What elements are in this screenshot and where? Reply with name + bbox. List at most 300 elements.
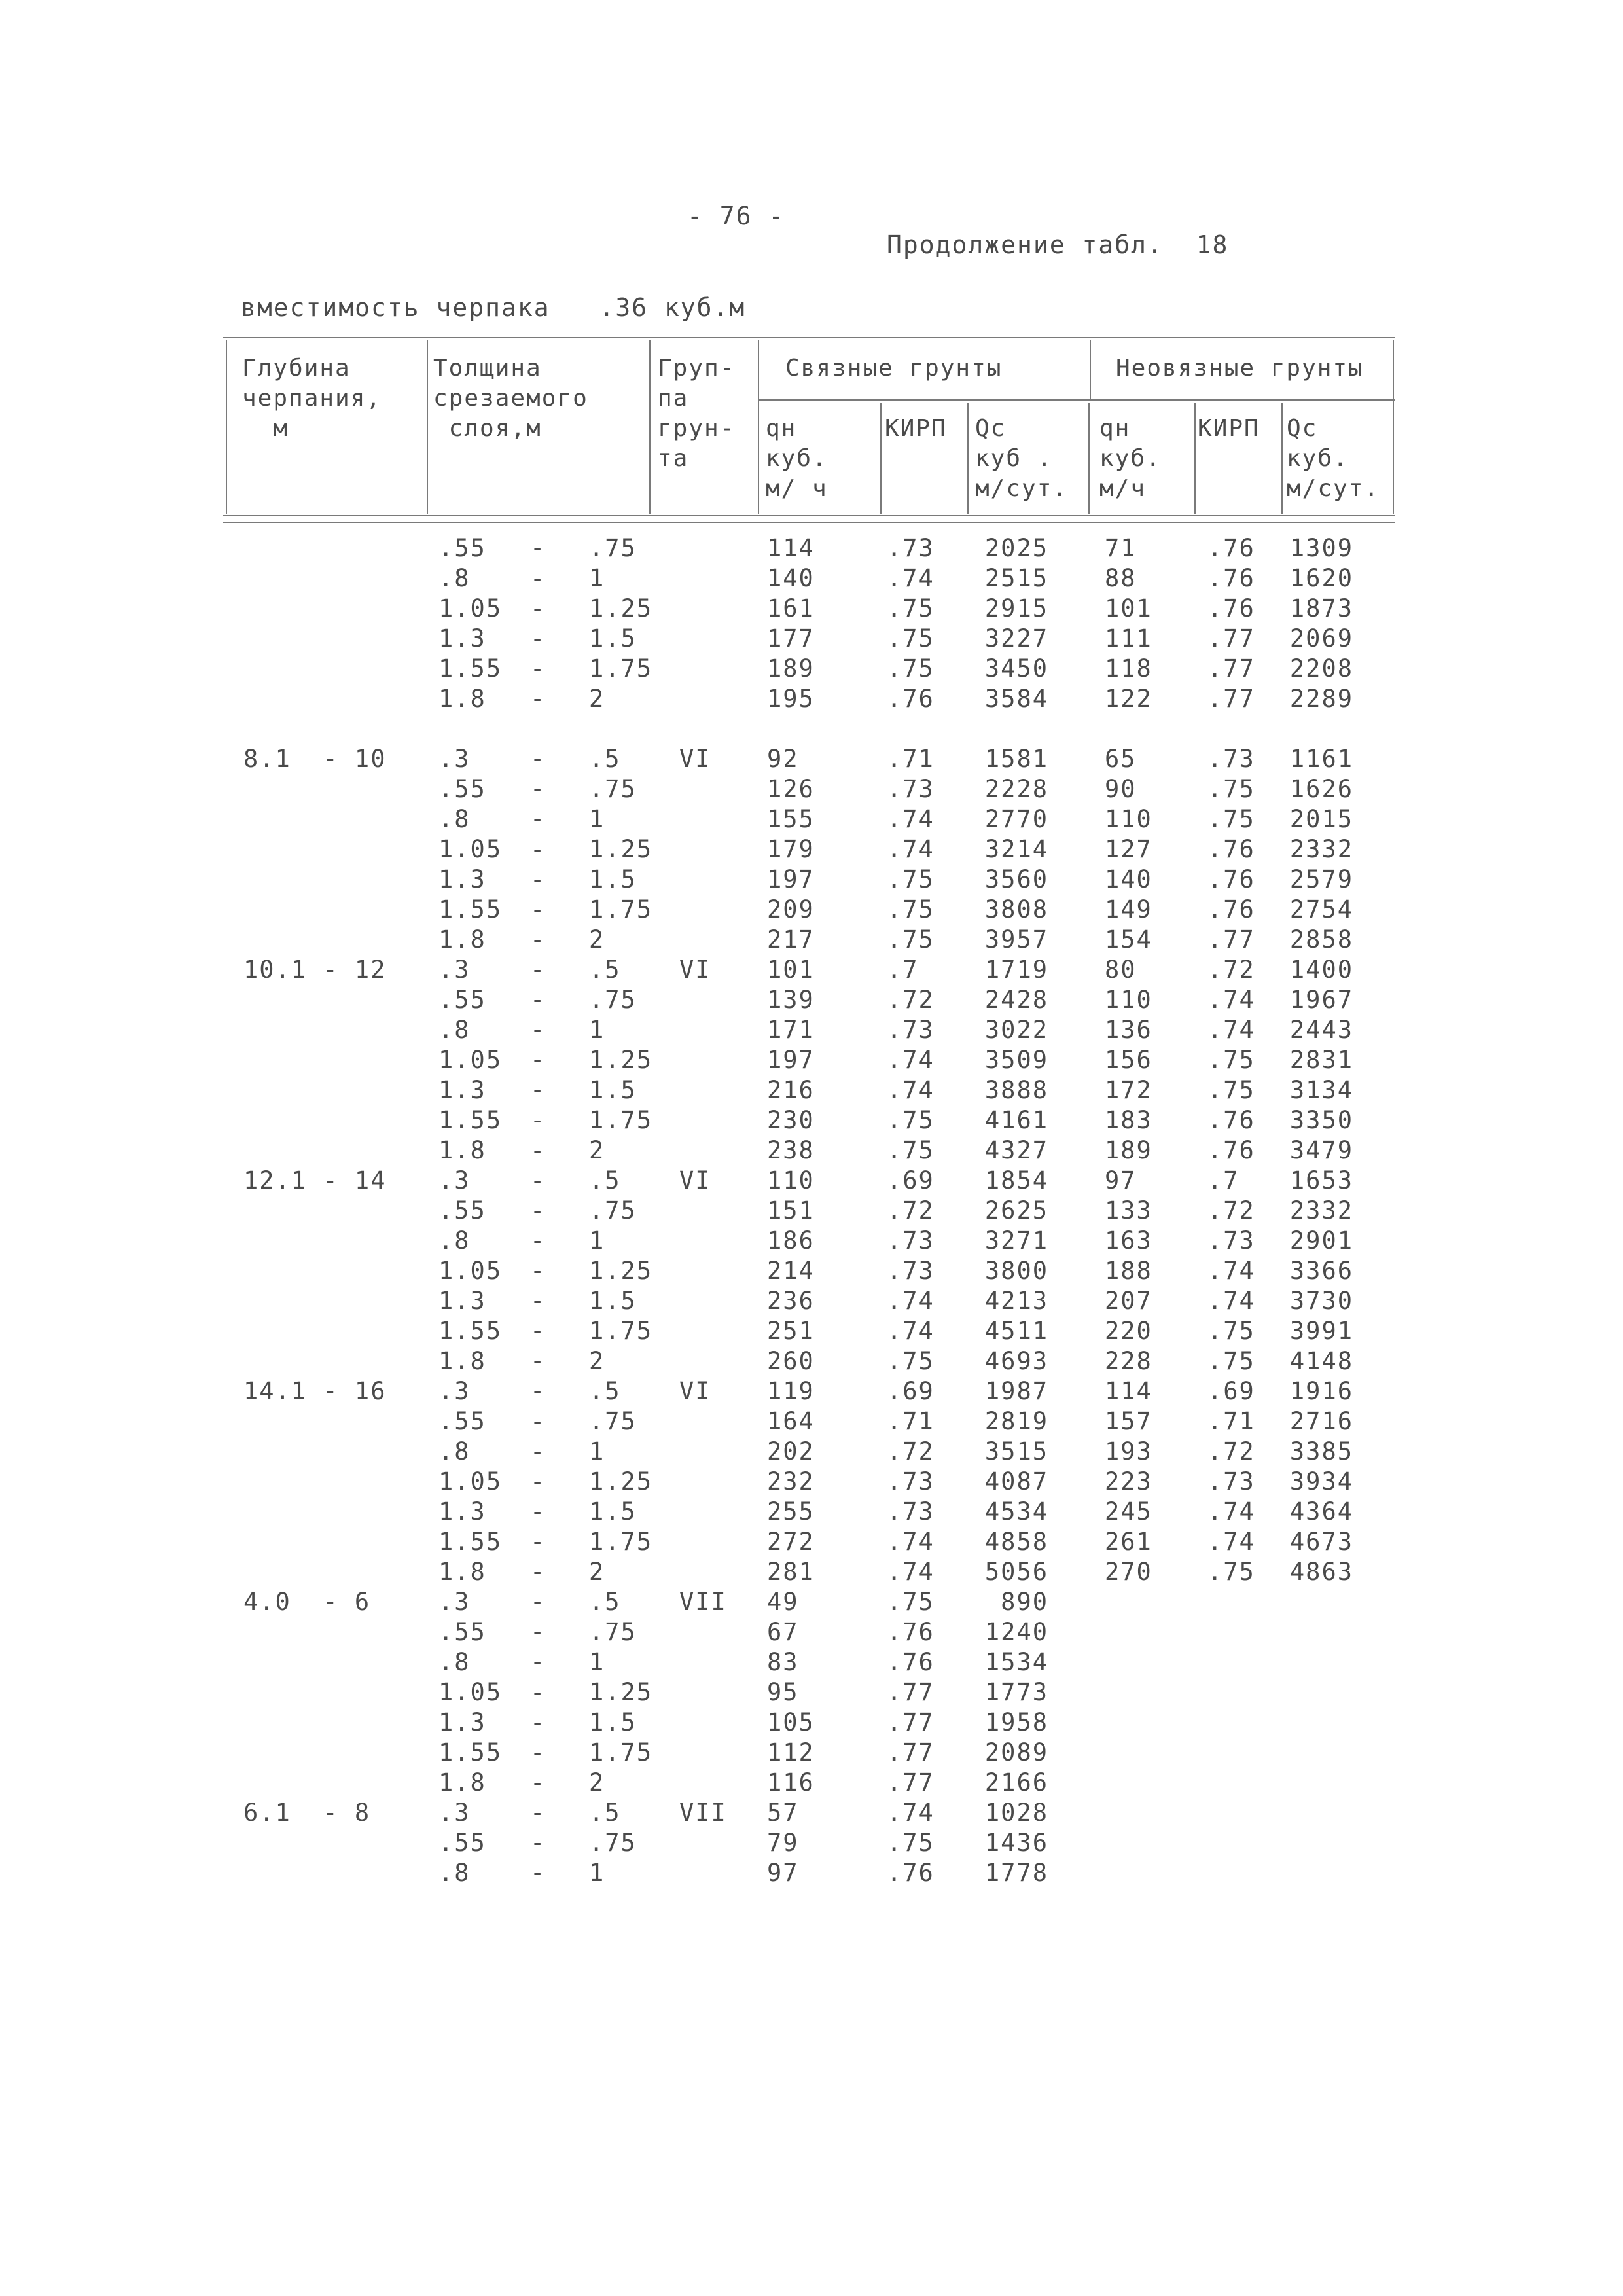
cell-qc-noncohesive: 1626 [1289, 775, 1353, 803]
cell-thickness-to: 1 [589, 805, 605, 833]
cell-kirp: .7 [887, 956, 919, 984]
cell-qc-noncohesive: 1916 [1289, 1377, 1353, 1405]
cell-qn-noncohesive: 156 [1105, 1046, 1152, 1074]
cell-thickness-dash: - [530, 1347, 546, 1375]
cell-kirp-noncohesive: .75 [1207, 1347, 1255, 1375]
cell-thickness-to: 1.5 [589, 1076, 637, 1104]
cell-qc: 3957 [984, 925, 1048, 954]
cell-qc-noncohesive: 3385 [1289, 1437, 1353, 1465]
cell-kirp-noncohesive: .76 [1207, 1106, 1255, 1134]
cell-qn-noncohesive: 122 [1105, 685, 1152, 713]
cell-kirp-noncohesive: .72 [1207, 1196, 1255, 1225]
cell-qn-noncohesive: 270 [1105, 1558, 1152, 1586]
cell-qc-noncohesive: 3991 [1289, 1317, 1353, 1345]
cell-thickness-to: 1.5 [589, 624, 637, 653]
cell-qn-noncohesive: 223 [1105, 1467, 1152, 1496]
cell-qn-noncohesive: 118 [1105, 655, 1152, 683]
cell-qn: 197 [767, 865, 815, 893]
cell-thickness-from: 1.05 [438, 1046, 503, 1074]
cell-qc-noncohesive: 3366 [1289, 1257, 1353, 1285]
cell-kirp: .73 [887, 1257, 935, 1285]
cell-qc: 3584 [984, 685, 1048, 713]
cell-qn: 67 [767, 1618, 799, 1646]
cell-kirp: .72 [887, 1196, 935, 1225]
cell-qn-noncohesive: 65 [1105, 745, 1137, 773]
cell-thickness-to: 1 [589, 1227, 605, 1255]
cell-qn: 197 [767, 1046, 815, 1074]
cell-kirp-noncohesive: .77 [1207, 685, 1255, 713]
cell-qc: 3214 [984, 835, 1048, 863]
cell-qn: 186 [767, 1227, 815, 1255]
cell-thickness-from: 1.3 [438, 1076, 486, 1104]
cell-qn-noncohesive: 228 [1105, 1347, 1152, 1375]
cell-qc: 4693 [984, 1347, 1048, 1375]
cell-qn-noncohesive: 88 [1105, 564, 1137, 592]
cell-kirp-noncohesive: .77 [1207, 655, 1255, 683]
cell-thickness-dash: - [530, 655, 546, 683]
cell-kirp: .77 [887, 1678, 935, 1706]
cell-kirp-noncohesive: .74 [1207, 1257, 1255, 1285]
cell-qc: 4858 [984, 1528, 1048, 1556]
cell-qc-noncohesive: 2754 [1289, 895, 1353, 924]
cell-kirp: .73 [887, 1227, 935, 1255]
cell-kirp-noncohesive: .73 [1207, 1227, 1255, 1255]
cell-thickness-dash: - [530, 1829, 546, 1857]
cell-thickness-to: 1.5 [589, 865, 637, 893]
cell-kirp: .74 [887, 1287, 935, 1315]
cell-qc: 3560 [984, 865, 1048, 893]
cell-qn-noncohesive: 110 [1105, 986, 1152, 1014]
cell-qn-noncohesive: 163 [1105, 1227, 1152, 1255]
cell-kirp: .72 [887, 1437, 935, 1465]
cell-kirp-noncohesive: .74 [1207, 1016, 1255, 1044]
cell-kirp: .74 [887, 805, 935, 833]
cell-qn: 217 [767, 925, 815, 954]
cell-qn: 126 [767, 775, 815, 803]
cell-kirp: .75 [887, 895, 935, 924]
cell-thickness-to: .75 [589, 1618, 637, 1646]
cell-qn: 164 [767, 1407, 815, 1435]
cell-thickness-dash: - [530, 805, 546, 833]
cell-qn: 79 [767, 1829, 799, 1857]
header-kirp-noncohesive: КИРП [1198, 415, 1260, 442]
cell-qn: 236 [767, 1287, 815, 1315]
cell-qn-noncohesive: 133 [1105, 1196, 1152, 1225]
cell-thickness-from: 1.05 [438, 1257, 503, 1285]
cell-thickness-to: .75 [589, 986, 637, 1014]
cell-thickness-to: 1 [589, 1859, 605, 1887]
cell-depth: 8.1 - 10 [243, 745, 387, 773]
cell-thickness-from: .8 [438, 1648, 471, 1676]
cell-thickness-from: 1.3 [438, 624, 486, 653]
cell-thickness-dash: - [530, 1738, 546, 1767]
cell-qn-noncohesive: 111 [1105, 624, 1152, 653]
cell-thickness-dash: - [530, 685, 546, 713]
cell-qn-noncohesive: 136 [1105, 1016, 1152, 1044]
cell-qn: 232 [767, 1467, 815, 1496]
cell-qc: 3022 [984, 1016, 1048, 1044]
cell-qn: 260 [767, 1347, 815, 1375]
header-soil-group: Груп- па грун- та [658, 355, 736, 472]
cell-qn-noncohesive: 261 [1105, 1528, 1152, 1556]
cell-qn-noncohesive: 172 [1105, 1076, 1152, 1104]
cell-thickness-dash: - [530, 1618, 546, 1646]
cell-thickness-from: 1.55 [438, 1317, 503, 1345]
cell-thickness-from: .8 [438, 564, 471, 592]
cell-kirp: .76 [887, 1618, 935, 1646]
cell-thickness-to: 1.25 [589, 1257, 653, 1285]
cell-thickness-from: 1.05 [438, 835, 503, 863]
cell-group: VI [679, 1377, 711, 1405]
cell-thickness-dash: - [530, 1678, 546, 1706]
cell-thickness-to: 1.75 [589, 1738, 653, 1767]
cell-qn-noncohesive: 183 [1105, 1106, 1152, 1134]
cell-qn: 251 [767, 1317, 815, 1345]
cell-thickness-from: 1.05 [438, 594, 503, 622]
cell-thickness-to: .75 [589, 1829, 637, 1857]
cell-kirp: .75 [887, 655, 935, 683]
cell-kirp-noncohesive: .71 [1207, 1407, 1255, 1435]
cell-qc-noncohesive: 3479 [1289, 1136, 1353, 1164]
cell-kirp: .75 [887, 1829, 935, 1857]
cell-qc-noncohesive: 1873 [1289, 594, 1353, 622]
cell-qn: 57 [767, 1799, 799, 1827]
cell-qn: 101 [767, 956, 815, 984]
cell-thickness-from: .55 [438, 1618, 486, 1646]
cell-kirp: .72 [887, 986, 935, 1014]
cell-thickness-dash: - [530, 1377, 546, 1405]
cell-qc-noncohesive: 4364 [1289, 1498, 1353, 1526]
cell-thickness-to: 1.25 [589, 835, 653, 863]
cell-qc: 2915 [984, 594, 1048, 622]
cell-thickness-to: .5 [589, 1166, 621, 1194]
cell-kirp: .75 [887, 624, 935, 653]
cell-thickness-from: .8 [438, 1859, 471, 1887]
header-qn-noncohesive: qн куб. м/ч [1099, 415, 1162, 502]
cell-qc: 1987 [984, 1377, 1048, 1405]
cell-kirp: .77 [887, 1738, 935, 1767]
cell-qn-noncohesive: 90 [1105, 775, 1137, 803]
cell-thickness-dash: - [530, 1166, 546, 1194]
cell-thickness-to: 1.25 [589, 1678, 653, 1706]
header-kirp: КИРП [885, 415, 947, 442]
cell-qn: 119 [767, 1377, 815, 1405]
cell-kirp: .74 [887, 1528, 935, 1556]
cell-qn-noncohesive: 127 [1105, 835, 1152, 863]
cell-qn-noncohesive: 149 [1105, 895, 1152, 924]
cell-qc-noncohesive: 4863 [1289, 1558, 1353, 1586]
cell-qn: 281 [767, 1558, 815, 1586]
cell-thickness-dash: - [530, 1257, 546, 1285]
cell-thickness-from: 1.55 [438, 655, 503, 683]
cell-kirp-noncohesive: .76 [1207, 594, 1255, 622]
cell-thickness-from: .8 [438, 805, 471, 833]
cell-thickness-from: 1.8 [438, 1136, 486, 1164]
cell-qc: 2428 [984, 986, 1048, 1014]
cell-thickness-from: .55 [438, 1407, 486, 1435]
cell-qn-noncohesive: 245 [1105, 1498, 1152, 1526]
cell-thickness-dash: - [530, 1227, 546, 1255]
cell-kirp-noncohesive: .75 [1207, 1558, 1255, 1586]
cell-depth: 14.1 - 16 [243, 1377, 387, 1405]
cell-thickness-from: 1.3 [438, 1708, 486, 1736]
cell-thickness-dash: - [530, 1407, 546, 1435]
cell-qn: 92 [767, 745, 799, 773]
cell-qn: 189 [767, 655, 815, 683]
cell-kirp-noncohesive: .77 [1207, 925, 1255, 954]
cell-thickness-dash: - [530, 1558, 546, 1586]
cell-kirp-noncohesive: .75 [1207, 775, 1255, 803]
cell-qn-noncohesive: 154 [1105, 925, 1152, 954]
cell-group: VI [679, 956, 711, 984]
cell-kirp-noncohesive: .72 [1207, 956, 1255, 984]
cell-qc-noncohesive: 2858 [1289, 925, 1353, 954]
cell-kirp-noncohesive: .75 [1207, 1076, 1255, 1104]
cell-kirp-noncohesive: .76 [1207, 534, 1255, 562]
cell-thickness-dash: - [530, 1588, 546, 1616]
bucket-capacity-label: вместимость черпака .36 куб.м [241, 293, 746, 322]
cell-qc: 3888 [984, 1076, 1048, 1104]
cell-kirp: .73 [887, 1467, 935, 1496]
cell-thickness-from: .3 [438, 1166, 471, 1194]
cell-qc-noncohesive: 1309 [1289, 534, 1353, 562]
cell-thickness-from: .8 [438, 1437, 471, 1465]
cell-thickness-from: 1.05 [438, 1467, 503, 1496]
cell-thickness-from: .55 [438, 534, 486, 562]
cell-qc: 1854 [984, 1166, 1048, 1194]
cell-thickness-to: 1.75 [589, 655, 653, 683]
cell-depth: 10.1 - 12 [243, 956, 387, 984]
cell-thickness-dash: - [530, 1708, 546, 1736]
cell-kirp-noncohesive: .76 [1207, 895, 1255, 924]
cell-kirp-noncohesive: .69 [1207, 1377, 1255, 1405]
cell-qc-noncohesive: 2332 [1289, 1196, 1353, 1225]
cell-qn: 95 [767, 1678, 799, 1706]
cell-kirp: .74 [887, 835, 935, 863]
cell-kirp-noncohesive: .73 [1207, 745, 1255, 773]
cell-thickness-from: 1.8 [438, 1768, 486, 1797]
cell-qn-noncohesive: 110 [1105, 805, 1152, 833]
cell-qc: 1773 [984, 1678, 1048, 1706]
cell-thickness-dash: - [530, 1528, 546, 1556]
cell-qc: 3509 [984, 1046, 1048, 1074]
cell-qc-noncohesive: 3350 [1289, 1106, 1353, 1134]
cell-qc: 3808 [984, 895, 1048, 924]
cell-qc: 1719 [984, 956, 1048, 984]
cell-qn-noncohesive: 114 [1105, 1377, 1152, 1405]
cell-kirp-noncohesive: .76 [1207, 865, 1255, 893]
cell-kirp: .71 [887, 745, 935, 773]
cell-qc: 4213 [984, 1287, 1048, 1315]
cell-thickness-from: 1.8 [438, 685, 486, 713]
cell-kirp: .75 [887, 1106, 935, 1134]
cell-thickness-to: 1.75 [589, 1106, 653, 1134]
cell-thickness-to: 2 [589, 1136, 605, 1164]
cell-group: VI [679, 1166, 711, 1194]
cell-qc-noncohesive: 2332 [1289, 835, 1353, 863]
cell-kirp: .76 [887, 1859, 935, 1887]
cell-qc: 2166 [984, 1768, 1048, 1797]
cell-thickness-from: .3 [438, 1799, 471, 1827]
cell-qc-noncohesive: 2579 [1289, 865, 1353, 893]
cell-thickness-dash: - [530, 564, 546, 592]
cell-kirp: .75 [887, 1136, 935, 1164]
cell-thickness-from: 1.8 [438, 925, 486, 954]
cell-kirp: .74 [887, 1076, 935, 1104]
cell-thickness-from: .8 [438, 1227, 471, 1255]
cell-qc-noncohesive: 2015 [1289, 805, 1353, 833]
cell-qc-noncohesive: 1653 [1289, 1166, 1353, 1194]
cell-qn: 116 [767, 1768, 815, 1797]
cell-thickness-from: 1.3 [438, 1498, 486, 1526]
cell-qn: 83 [767, 1648, 799, 1676]
cell-qn: 114 [767, 534, 815, 562]
cell-kirp-noncohesive: .75 [1207, 805, 1255, 833]
cell-qn-noncohesive: 97 [1105, 1166, 1137, 1194]
cell-qc: 4161 [984, 1106, 1048, 1134]
cell-thickness-dash: - [530, 956, 546, 984]
cell-thickness-to: .5 [589, 1799, 621, 1827]
cell-qn-noncohesive: 80 [1105, 956, 1137, 984]
cell-qn: 272 [767, 1528, 815, 1556]
cell-thickness-dash: - [530, 925, 546, 954]
cell-group: VII [679, 1799, 727, 1827]
cell-qc: 2089 [984, 1738, 1048, 1767]
cell-kirp: .69 [887, 1377, 935, 1405]
cell-group: VII [679, 1588, 727, 1616]
cell-kirp-noncohesive: .74 [1207, 1498, 1255, 1526]
cell-kirp: .73 [887, 1016, 935, 1044]
cell-thickness-dash: - [530, 624, 546, 653]
cell-qn: 110 [767, 1166, 815, 1194]
cell-qn: 151 [767, 1196, 815, 1225]
cell-thickness-dash: - [530, 1196, 546, 1225]
cell-qc: 4511 [984, 1317, 1048, 1345]
cell-thickness-dash: - [530, 534, 546, 562]
cell-kirp: .73 [887, 534, 935, 562]
cell-thickness-dash: - [530, 1317, 546, 1345]
cell-thickness-to: 1.25 [589, 594, 653, 622]
cell-qn: 230 [767, 1106, 815, 1134]
cell-thickness-to: 1 [589, 1648, 605, 1676]
cell-thickness-to: 1 [589, 1437, 605, 1465]
cell-thickness-dash: - [530, 865, 546, 893]
cell-thickness-to: 1.75 [589, 895, 653, 924]
cell-thickness-to: .5 [589, 1377, 621, 1405]
cell-qc-noncohesive: 3730 [1289, 1287, 1353, 1315]
cell-qc-noncohesive: 2901 [1289, 1227, 1353, 1255]
cell-kirp: .74 [887, 1558, 935, 1586]
cell-thickness-to: .75 [589, 775, 637, 803]
cell-qn-noncohesive: 220 [1105, 1317, 1152, 1345]
cell-kirp-noncohesive: .7 [1207, 1166, 1240, 1194]
cell-kirp: .75 [887, 925, 935, 954]
cell-thickness-to: 1 [589, 1016, 605, 1044]
cell-thickness-dash: - [530, 1136, 546, 1164]
cell-thickness-dash: - [530, 1768, 546, 1797]
cell-qc: 4327 [984, 1136, 1048, 1164]
cell-kirp-noncohesive: .75 [1207, 1317, 1255, 1345]
cell-kirp-noncohesive: .74 [1207, 1287, 1255, 1315]
cell-qn-noncohesive: 193 [1105, 1437, 1152, 1465]
cell-qn-noncohesive: 157 [1105, 1407, 1152, 1435]
cell-thickness-from: .3 [438, 745, 471, 773]
cell-kirp: .76 [887, 1648, 935, 1676]
cell-thickness-dash: - [530, 1859, 546, 1887]
cell-thickness-dash: - [530, 1799, 546, 1827]
cell-kirp: .73 [887, 775, 935, 803]
cell-thickness-from: .8 [438, 1016, 471, 1044]
cell-kirp: .75 [887, 1588, 935, 1616]
cell-qc-noncohesive: 2069 [1289, 624, 1353, 653]
cell-thickness-from: .3 [438, 1377, 471, 1405]
cell-thickness-from: 1.55 [438, 1106, 503, 1134]
cell-thickness-from: 1.8 [438, 1347, 486, 1375]
cell-qc-noncohesive: 1400 [1289, 956, 1353, 984]
cell-thickness-dash: - [530, 986, 546, 1014]
cell-thickness-dash: - [530, 1467, 546, 1496]
cell-thickness-from: 1.3 [438, 865, 486, 893]
cell-qn: 49 [767, 1588, 799, 1616]
cell-thickness-dash: - [530, 1287, 546, 1315]
cell-qn: 214 [767, 1257, 815, 1285]
cell-kirp: .71 [887, 1407, 935, 1435]
cell-qn: 139 [767, 986, 815, 1014]
header-qc: Qc куб . м/сут. [975, 415, 1069, 502]
cell-qc-noncohesive: 3934 [1289, 1467, 1353, 1496]
cell-thickness-to: 2 [589, 925, 605, 954]
cell-kirp: .74 [887, 1046, 935, 1074]
cell-kirp-noncohesive: .74 [1207, 1528, 1255, 1556]
cell-kirp: .73 [887, 1498, 935, 1526]
cell-qc-noncohesive: 2289 [1289, 685, 1353, 713]
cell-thickness-from: .55 [438, 1829, 486, 1857]
cell-thickness-dash: - [530, 1498, 546, 1526]
cell-thickness-from: .55 [438, 1196, 486, 1225]
cell-qc: 2228 [984, 775, 1048, 803]
cell-thickness-to: 1.5 [589, 1708, 637, 1736]
page-number: - 76 - [687, 202, 785, 230]
cell-kirp: .74 [887, 564, 935, 592]
cell-thickness-dash: - [530, 745, 546, 773]
cell-qc-noncohesive: 2443 [1289, 1016, 1353, 1044]
cell-qn-noncohesive: 140 [1105, 865, 1152, 893]
cell-qc-noncohesive: 1620 [1289, 564, 1353, 592]
cell-kirp: .75 [887, 865, 935, 893]
header-qc-noncohesive: Qc куб. м/сут. [1287, 415, 1380, 502]
cell-qc-noncohesive: 2716 [1289, 1407, 1353, 1435]
cell-qc: 3450 [984, 655, 1048, 683]
cell-qn: 161 [767, 594, 815, 622]
cell-qn: 195 [767, 685, 815, 713]
cell-thickness-dash: - [530, 775, 546, 803]
cell-thickness-to: .5 [589, 956, 621, 984]
cell-qc-noncohesive: 4148 [1289, 1347, 1353, 1375]
cell-qn: 140 [767, 564, 815, 592]
cell-thickness-to: 2 [589, 1768, 605, 1797]
cell-kirp: .74 [887, 1317, 935, 1345]
cell-thickness-to: .5 [589, 745, 621, 773]
cell-kirp-noncohesive: .75 [1207, 1046, 1255, 1074]
cell-qn: 179 [767, 835, 815, 863]
cell-qc: 2819 [984, 1407, 1048, 1435]
cell-qc: 4087 [984, 1467, 1048, 1496]
header-noncohesive-soils: Неовязные грунты [1116, 355, 1364, 382]
cell-thickness-from: 1.55 [438, 1738, 503, 1767]
cell-qn: 216 [767, 1076, 815, 1104]
cell-thickness-to: 2 [589, 1558, 605, 1586]
cell-qc: 2770 [984, 805, 1048, 833]
